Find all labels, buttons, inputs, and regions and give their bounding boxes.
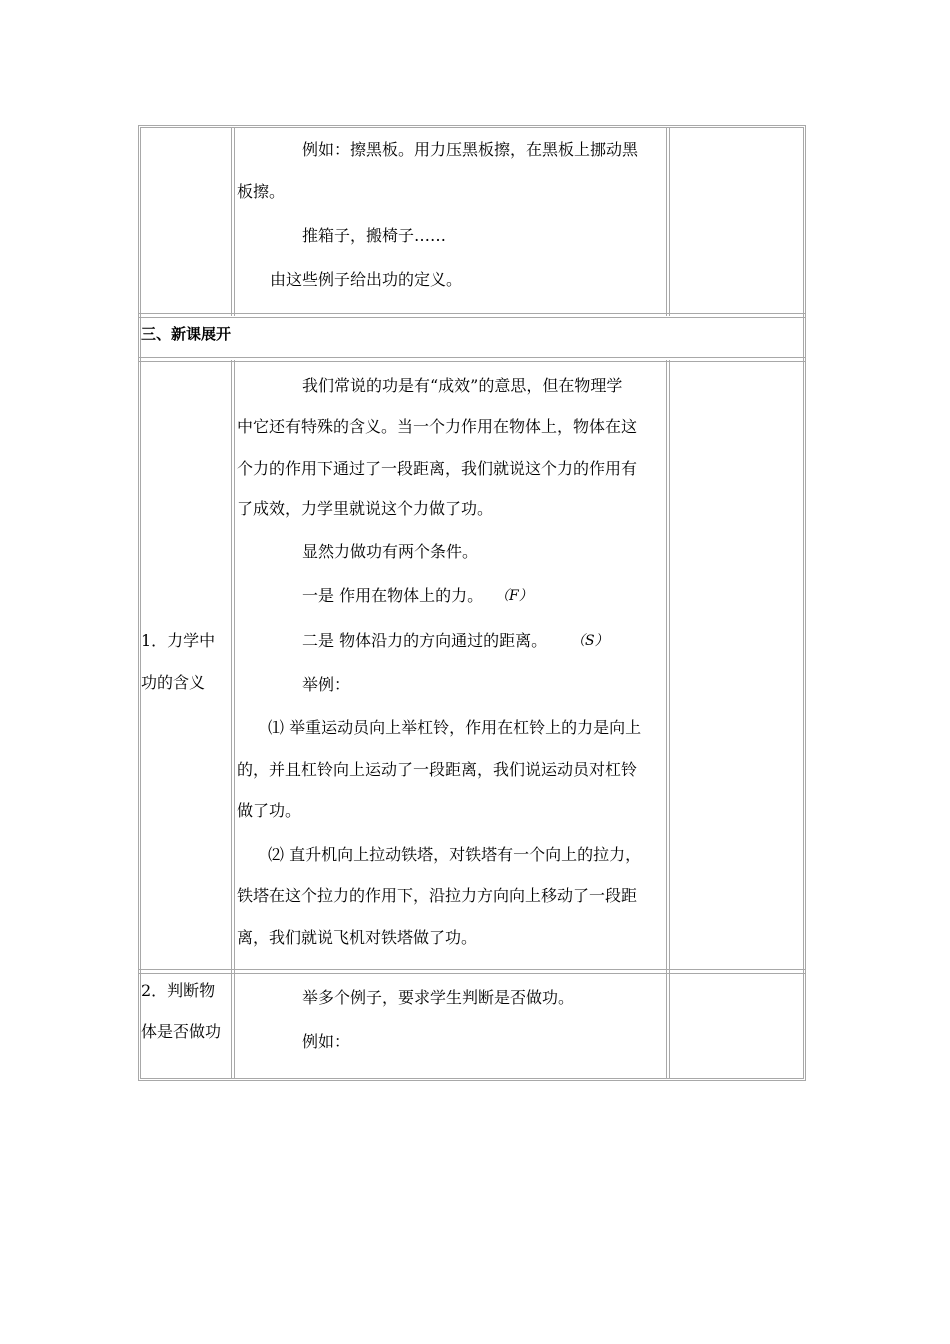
row4-label: 体是否做功 bbox=[141, 1022, 222, 1041]
row1-paragraph: 由这些例子给出功的定义。 bbox=[270, 270, 463, 289]
example-one-line: 做了功。 bbox=[237, 801, 302, 820]
example-one-line: 的，并且杠铃向上运动了一段距离，我们说运动员对杠铃 bbox=[237, 760, 638, 779]
row4-label: 2．判断物 bbox=[141, 981, 216, 1000]
row-divider bbox=[138, 969, 806, 974]
row3-paragraph-line: 我们常说的功是有“成效”的意思，但在物理学 bbox=[302, 376, 623, 395]
row3-label: 功的含义 bbox=[141, 673, 206, 692]
conditions-intro: 显然力做功有两个条件。 bbox=[302, 542, 479, 561]
row3-paragraph-line: 个力的作用下通过了一段距离，我们就说这个力的作用有 bbox=[237, 459, 638, 478]
example-two-line: 铁塔在这个拉力的作用下，沿拉力方向向上移动了一段距 bbox=[237, 886, 638, 905]
example-two-line: 离，我们就说飞机对铁塔做了功。 bbox=[237, 928, 478, 947]
row1-paragraph: 推箱子，搬椅子…… bbox=[302, 226, 447, 245]
row3-paragraph-line: 中它还有特殊的含义。当一个力作用在物体上，物体在这 bbox=[237, 417, 638, 436]
condition-one: 一是 作用在物体上的力。 bbox=[302, 586, 484, 605]
distance-symbol: （S） bbox=[571, 633, 609, 649]
column-divider bbox=[666, 360, 670, 1078]
examples-heading: 举例： bbox=[302, 675, 351, 694]
row1-paragraph-line: 板擦。 bbox=[237, 182, 286, 201]
force-symbol: （F） bbox=[495, 588, 533, 604]
row4-paragraph: 举多个例子，要求学生判断是否做功。 bbox=[302, 988, 575, 1007]
column-divider bbox=[231, 128, 235, 316]
section-header: 三、新课展开 bbox=[141, 325, 232, 343]
example-one-line: ⑴ 举重运动员向上举杠铃，作用在杠铃上的力是向上 bbox=[268, 718, 642, 737]
column-divider bbox=[231, 360, 235, 1078]
condition-two: 二是 物体沿力的方向通过的距离。 bbox=[302, 631, 548, 650]
column-divider bbox=[666, 128, 670, 316]
row-divider bbox=[138, 313, 806, 318]
row3-paragraph-line: 了成效，力学里就说这个力做了功。 bbox=[237, 499, 494, 518]
row-divider bbox=[138, 357, 806, 362]
row3-label: 1．力学中 bbox=[141, 631, 216, 650]
example-two-line: ⑵ 直升机向上拉动铁塔，对铁塔有一个向上的拉力， bbox=[268, 845, 642, 864]
row4-paragraph: 例如： bbox=[302, 1032, 351, 1051]
row1-paragraph-line: 例如：擦黑板。用力压黑板擦，在黑板上挪动黑 bbox=[302, 140, 639, 159]
